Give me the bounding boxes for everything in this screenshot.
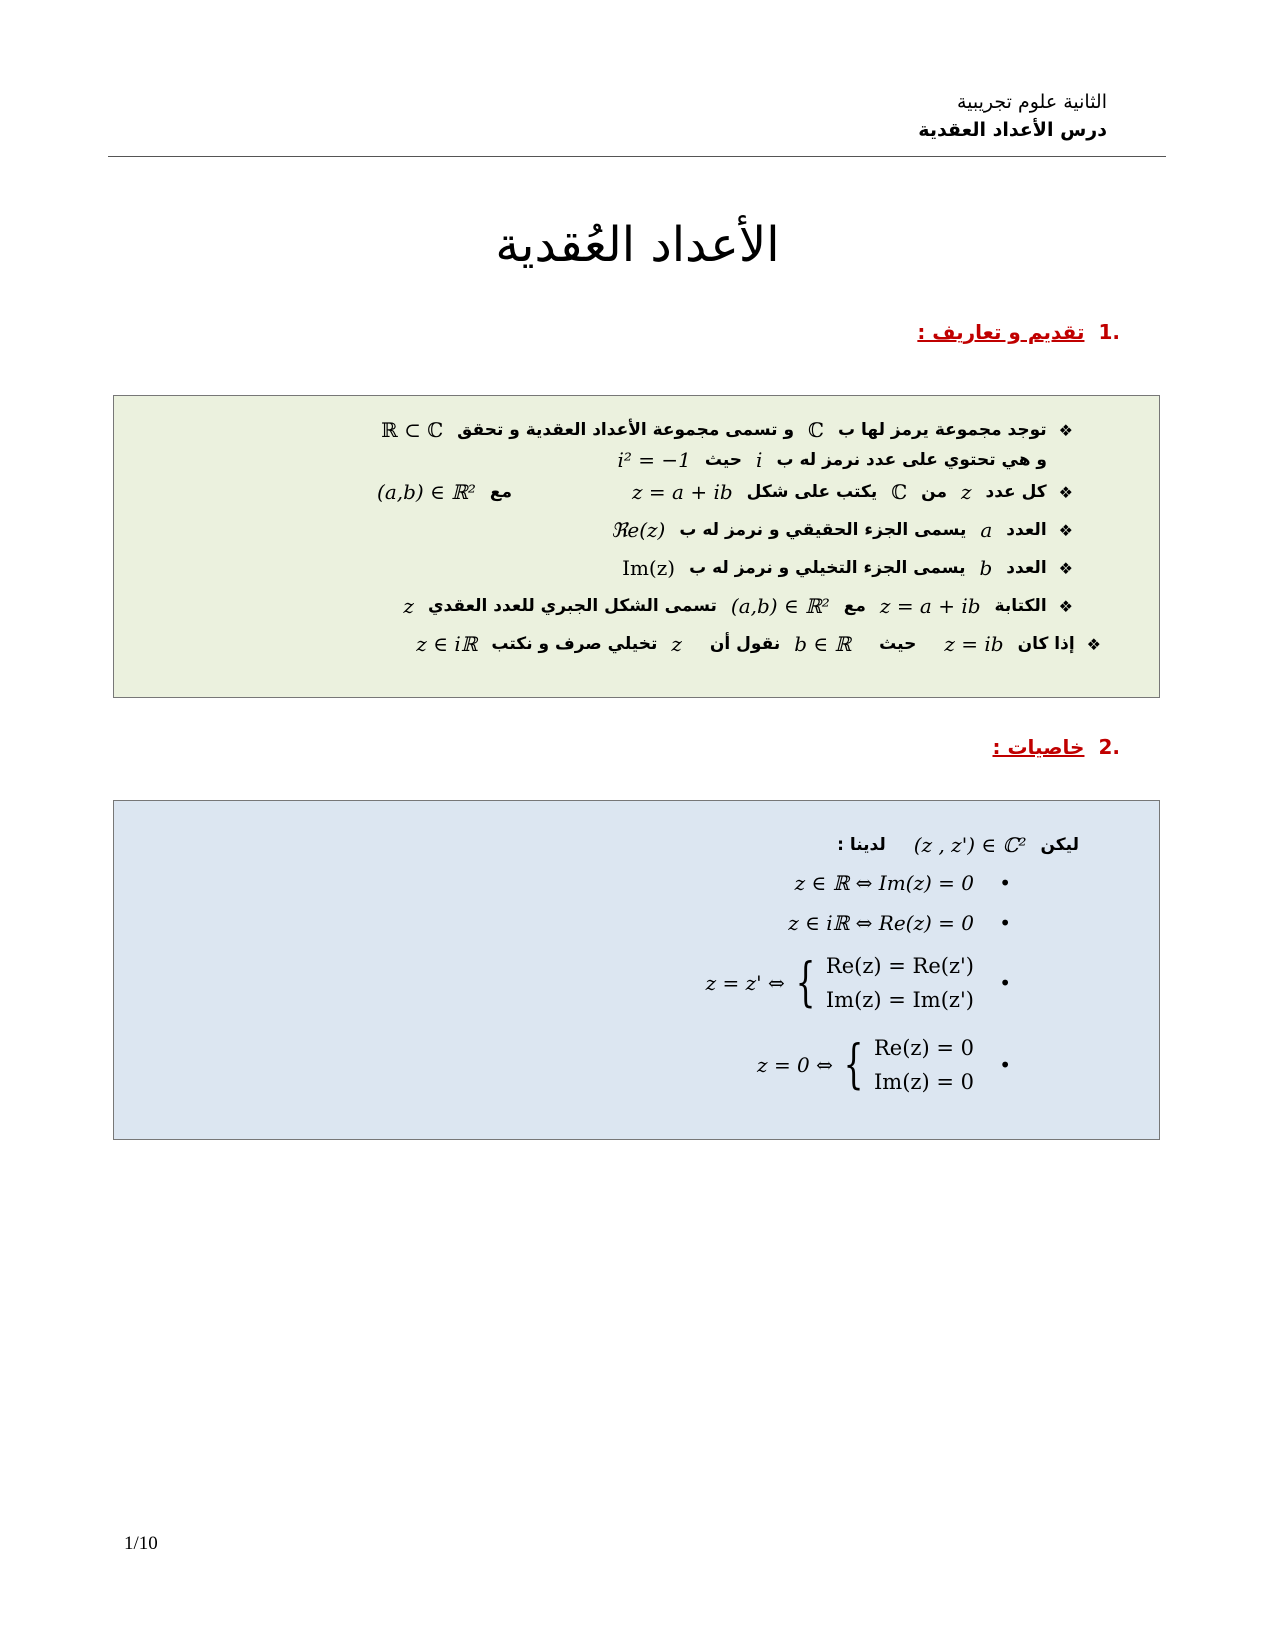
section1-title: تقديم و تعاريف : [917, 320, 1085, 344]
page-number: 1/10 [124, 1533, 158, 1554]
header-lesson: درس الأعداد العقدية [918, 119, 1107, 141]
text: توجد مجموعة يرمز لها ب [837, 420, 1047, 440]
text: يسمى الجزء التخيلي و نرمز له ب [689, 558, 966, 578]
bullet-icon: • [999, 1053, 1011, 1077]
header-divider [108, 156, 1166, 157]
section2-title: خاصيات : [992, 735, 1085, 759]
bullet-icon: ❖ [1086, 634, 1101, 654]
equation-system [785, 949, 974, 1017]
page-title: الأعداد العُقدية [495, 217, 780, 273]
text: و هي تحتوي على عدد نرمز له ب [776, 450, 1047, 470]
math-cond: b ∈ ℝ [794, 632, 852, 656]
text: يسمى الجزء الحقيقي و نرمز له ب [679, 520, 967, 540]
section1-number: .1 [1098, 320, 1120, 344]
property-3 [706, 949, 974, 1017]
text: مع [489, 482, 513, 502]
math-eq: i² = −1 [617, 448, 691, 472]
text: نقول أن [709, 634, 781, 654]
definition-item-4 [622, 556, 1073, 580]
math-form: z = a + ib [632, 480, 733, 504]
math-form: z = a + ib [879, 594, 981, 618]
math-pair: (z , z') ∈ ℂ² [913, 833, 1027, 857]
math-cond: (a,b) ∈ ℝ² [377, 480, 476, 504]
math-eq: z = ib [944, 632, 1004, 656]
definitions-box [113, 395, 1160, 698]
text: و تسمى مجموعة الأعداد العقدية و تحقق [457, 420, 795, 440]
math-left: z = 0 ⇔ [757, 1053, 833, 1077]
math-i: i [756, 448, 763, 472]
text: حيث [879, 634, 917, 654]
math-z: z [960, 480, 972, 504]
math-z: z [671, 632, 682, 656]
text: كل عدد [985, 482, 1047, 502]
brace-icon: { [843, 1035, 864, 1095]
math-cond: (a,b) ∈ ℝ² [730, 594, 830, 618]
bullet-icon: ❖ [1058, 558, 1073, 578]
properties-box [113, 800, 1160, 1140]
text: حيث [704, 450, 743, 470]
equation-system [833, 1031, 974, 1099]
definition-item-1 [381, 418, 1073, 442]
definition-item-6 [416, 632, 1101, 656]
text: تسمى الشكل الجبري للعدد العقدي [427, 596, 717, 616]
math-result: z ∈ iℝ [416, 632, 478, 656]
brace-icon: { [795, 953, 816, 1013]
math-b: b [979, 556, 993, 580]
header-level: الثانية علوم تجريبية [956, 91, 1107, 113]
bullet-icon: ❖ [1058, 482, 1073, 502]
math-property: z ∈ ℝ ⇔ Im(z) = 0 [794, 871, 974, 895]
text: إذا كان [1017, 634, 1075, 654]
property-2 [788, 911, 974, 935]
math-property: z ∈ iℝ ⇔ Re(z) = 0 [788, 911, 974, 935]
math-im: Im(z) [622, 556, 676, 580]
text: من [921, 482, 947, 502]
definition-item-2 [377, 480, 1073, 504]
math-set: ℂ [891, 480, 908, 504]
bullet-icon: • [999, 871, 1011, 895]
page-header [918, 88, 1107, 144]
definition-item-5 [403, 594, 1073, 618]
bullet-icon: • [999, 911, 1011, 935]
definition-item-3 [611, 518, 1073, 542]
definition-item-1b [617, 448, 1073, 472]
math-left: z = z' ⇔ [705, 971, 785, 995]
system-line: Re(z) = Re(z') [825, 954, 974, 978]
section2-number: .2 [1098, 735, 1120, 759]
text: الكتابة [994, 596, 1047, 616]
bullet-icon: • [999, 971, 1011, 995]
math-re: ℜe(z) [611, 518, 666, 542]
text: تخيلي صرف و نكتب [491, 634, 658, 654]
properties-intro [837, 833, 1079, 857]
property-4 [757, 1031, 974, 1099]
bullet-icon: ❖ [1058, 420, 1073, 440]
math-set: ℂ [808, 418, 824, 442]
text: لدينا : [837, 835, 886, 855]
text: يكتب على شكل [746, 482, 878, 502]
math-a: a [980, 518, 993, 542]
bullet-icon: ❖ [1058, 520, 1073, 540]
math-inclusion: ℝ ⊂ ℂ [381, 418, 444, 442]
system-line: Im(z) = 0 [874, 1070, 974, 1094]
text: مع [843, 596, 866, 616]
system-line: Im(z) = Im(z') [825, 988, 974, 1012]
text: ليكن [1040, 835, 1079, 855]
section2-heading [992, 735, 1120, 759]
bullet-icon: ❖ [1058, 596, 1073, 616]
text: العدد [1006, 520, 1047, 540]
system-line: Re(z) = 0 [874, 1036, 974, 1060]
text: العدد [1006, 558, 1047, 578]
property-1 [795, 871, 974, 895]
math-z: z [403, 594, 414, 618]
section1-heading [917, 320, 1120, 344]
